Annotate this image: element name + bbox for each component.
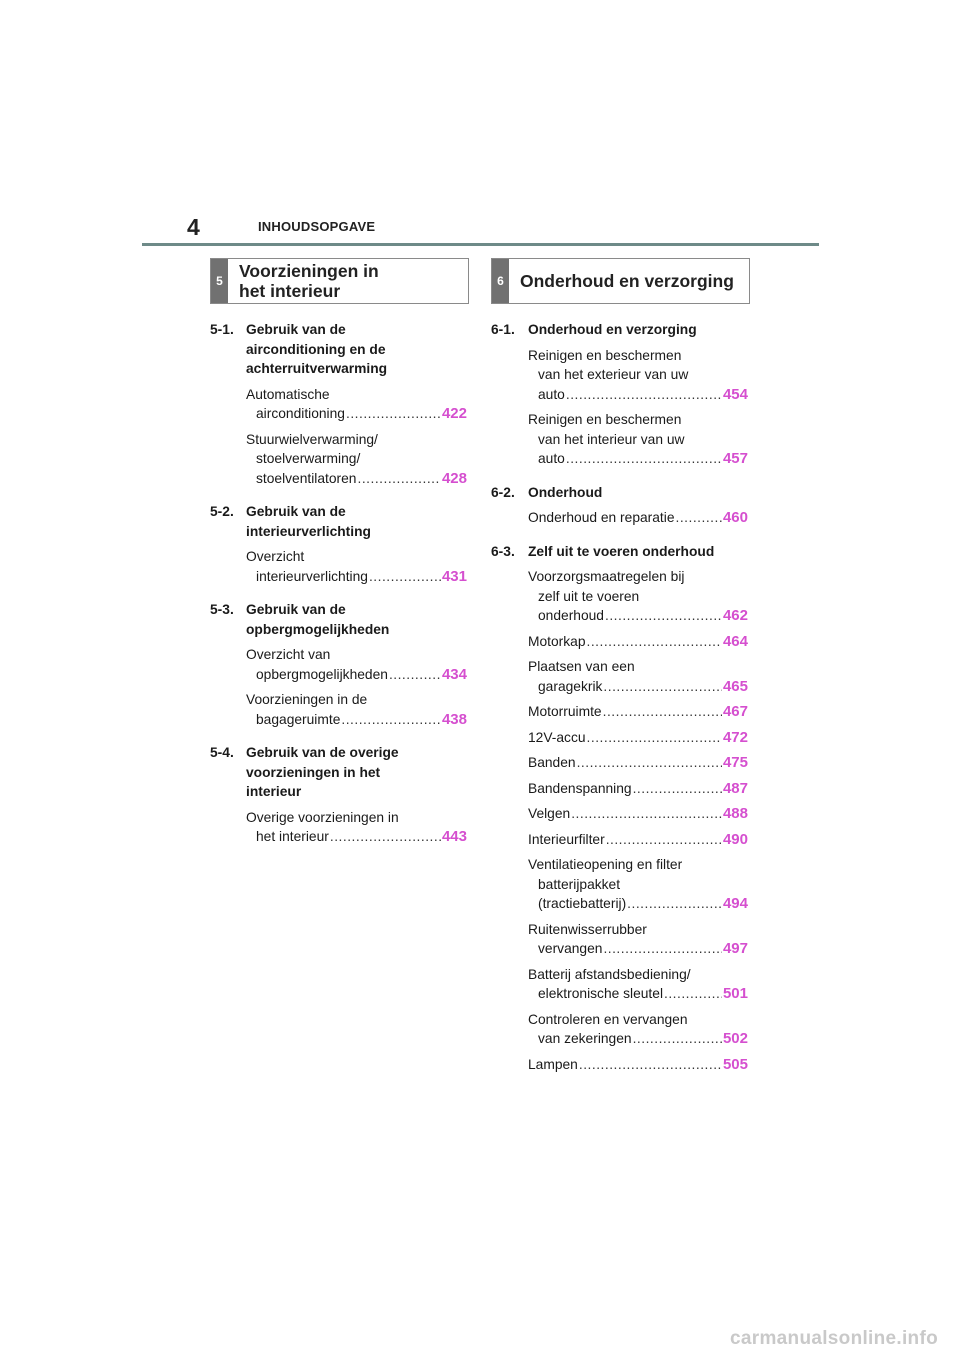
section-heading [210,320,467,379]
toc-entry-line: Overige voorzieningen in [246,809,399,825]
page-link[interactable]: 438 [441,710,467,728]
toc-section [210,320,467,488]
toc-entry-label: elektronische sleutel [538,986,664,1001]
toc-entry-line: van het exterieur van uw [538,367,689,382]
section-tab-title-line: Voorzieningen in [239,261,379,281]
section-heading-line: Gebruik van de [246,602,346,617]
toc-section [491,542,748,1075]
toc-column-left [210,320,467,861]
toc-entry-label: Interieurfilter [528,831,605,847]
toc-entry-label: Motorkap [528,633,586,649]
toc-section [210,502,467,586]
page-link[interactable]: 431 [441,567,467,585]
section-heading-line: Gebruik van de [246,504,346,519]
toc-entry-line: Overzicht van [246,647,331,662]
toc-section [491,483,748,528]
dot-leader [603,677,722,697]
toc-entry[interactable] [491,410,748,469]
toc-entry[interactable] [210,547,467,586]
toc-entry-line: Reinigen en beschermen [528,412,682,427]
page-link[interactable]: 460 [722,509,748,526]
toc-entry-label: bagageruimte [256,711,341,727]
toc-entry[interactable] [491,567,748,626]
toc-entry-line: Ruitenwisserrubber [528,921,647,937]
toc-entry-line: Voorzorgsmaatregelen bij [528,569,685,584]
toc-entry-last-line [528,385,748,405]
section-number: 6-3. [491,543,515,559]
toc-entry-label: stoelventilatoren [256,470,357,486]
dot-leader [357,469,440,489]
page-link[interactable]: 475 [722,754,748,771]
page-link[interactable]: 465 [722,677,748,695]
toc-entry-line: Controleren en vervangen [528,1011,688,1027]
toc-entry-line: Automatische [246,386,330,402]
toc-entry-line: Plaatsen van een [528,659,635,674]
page-link[interactable]: 422 [441,405,467,422]
toc-entry-last-line [246,710,467,730]
dot-leader [606,830,722,850]
toc-entry-label: interieurverlichting [256,568,368,584]
toc-entry-last-line [246,665,467,685]
dot-leader [676,508,722,528]
section-tab-title [239,259,379,303]
toc-entry[interactable] [491,779,748,799]
toc-entry-last-line [528,606,748,626]
page-link[interactable]: 428 [441,469,467,487]
toc-entry-line: van het interieur van uw [538,431,685,447]
toc-entry-last-line [528,1055,748,1075]
toc-entry-label: opbergmogelijkheden [256,666,388,682]
page-header-title: INHOUDSOPGAVE [258,219,376,234]
page-link[interactable]: 487 [722,779,748,797]
page-link[interactable]: 494 [722,895,748,912]
toc-entry-last-line [528,728,748,748]
toc-entry-last-line [528,449,748,469]
page-link[interactable]: 464 [722,632,748,650]
section-heading [210,600,467,639]
toc-entry[interactable] [210,385,467,424]
section-heading [491,320,748,340]
toc-entry-label: Lampen [528,1056,578,1072]
toc-entry-label: het interieur [256,829,329,844]
watermark: carmanualsonline.info [730,1328,938,1349]
section-heading-line: Gebruik van de [246,322,346,337]
page-link[interactable]: 454 [722,385,748,403]
toc-entry-label: Onderhoud en reparatie [528,510,675,525]
toc-entry-line: zelf uit te voeren [538,588,640,604]
dot-leader [603,702,722,722]
toc-entry-last-line [528,984,748,1004]
page-link[interactable]: 488 [722,805,748,822]
toc-entry-label: vervangen [538,941,603,956]
header-divider [142,243,819,246]
toc-entry[interactable] [491,804,748,824]
page-link[interactable]: 501 [722,985,748,1002]
toc-entry-line: Voorzieningen in de [246,692,368,707]
toc-entry-label: van zekeringen [538,1031,632,1046]
section-number: 5-4. [210,745,234,760]
toc-entry[interactable] [491,920,748,959]
toc-entry-line: Reinigen en beschermen [528,347,682,363]
toc-entry[interactable] [491,753,748,773]
section-number: 5-2. [210,504,234,519]
toc-entry-last-line [246,469,467,489]
toc-section [210,600,467,729]
toc-entry-last-line [528,894,748,914]
toc-entry-label: Bandenspanning [528,780,632,796]
toc-entry[interactable] [491,346,748,405]
page-link[interactable]: 457 [722,450,748,467]
toc-entry-last-line [246,567,467,587]
toc-section [210,743,467,847]
toc-entry-label: auto [538,451,565,466]
dot-leader [330,827,441,847]
toc-entry[interactable] [210,430,467,489]
section-heading-line: Zelf uit te voeren onderhoud [528,543,715,559]
toc-entry[interactable] [491,657,748,696]
dot-leader [627,894,722,914]
toc-entry-label: airconditioning [256,406,345,421]
toc-entry[interactable] [491,830,748,850]
toc-entry-last-line [528,804,748,824]
toc-entry-last-line [528,702,748,722]
toc-column-right [491,320,748,1088]
toc-entry-label: Banden [528,755,576,770]
toc-entry-line: batterijpakket [538,876,621,892]
dot-leader [633,1029,722,1049]
section-heading-line: voorzieningen in het [246,764,381,780]
toc-entry[interactable] [491,855,748,914]
toc-entry-label: auto [538,386,565,402]
toc-entry-line: Stuurwielverwarming/ [246,431,378,447]
toc-entry[interactable] [491,1055,748,1075]
section-tab-5 [210,258,469,304]
page-link[interactable]: 490 [722,830,748,848]
section-heading [210,502,467,541]
toc-entry-last-line [528,939,748,959]
section-heading-line: achterruitverwarming [246,361,388,376]
toc-entry-last-line [528,753,748,773]
section-heading-line: interieur [246,784,302,799]
section-heading-line: Onderhoud [528,484,603,500]
toc-entry[interactable] [491,632,748,652]
section-tab-title-line: het interieur [239,281,341,301]
section-heading-line: opbergmogelijkheden [246,621,390,637]
section-number: 6-1. [491,322,515,337]
section-tab-number: 6 [492,259,509,303]
dot-leader [577,753,722,773]
dot-leader [346,404,441,424]
toc-entry[interactable] [491,965,748,1004]
toc-entry-label: 12V-accu [528,729,586,745]
toc-entry-last-line [528,1029,748,1049]
dot-leader [566,449,722,469]
dot-leader [369,567,441,587]
page-link[interactable]: 443 [441,828,467,845]
dot-leader [571,804,722,824]
section-number: 5-3. [210,602,234,617]
page-link[interactable]: 505 [722,1055,748,1073]
section-heading [491,483,748,503]
page-link[interactable]: 434 [441,665,467,683]
toc-entry-last-line [246,404,467,424]
toc-entry-last-line [528,830,748,850]
toc-entry-label: Velgen [528,806,571,821]
toc-entry-last-line [528,779,748,799]
toc-entry[interactable] [491,508,748,528]
dot-leader [664,984,722,1004]
toc-entry[interactable] [491,728,748,748]
toc-entry-label: garagekrik [538,678,603,694]
toc-entry-line: Ventilatieopening en filter [528,857,683,872]
dot-leader [341,710,441,730]
toc-entry[interactable] [210,690,467,729]
section-heading-line: Gebruik van de overige [246,745,399,760]
toc-entry-line: Overzicht [246,549,305,564]
page-link[interactable]: 472 [722,728,748,746]
section-tab-title: Onderhoud en verzorging [520,271,734,291]
toc-entry-label: Motorruimte [528,704,602,719]
dot-leader [566,385,722,405]
section-number: 5-1. [210,322,234,337]
dot-leader [587,632,722,652]
toc-section [491,320,748,469]
section-heading-line: interieurverlichting [246,523,371,539]
toc-entry-last-line [528,508,748,528]
toc-entry-last-line [246,827,467,847]
dot-leader [579,1055,722,1075]
page-link[interactable]: 502 [722,1030,748,1047]
toc-entry[interactable] [210,808,467,847]
toc-entry[interactable] [210,645,467,684]
section-heading [210,743,467,802]
page-link[interactable]: 462 [722,607,748,624]
section-tab-number: 5 [211,259,228,303]
toc-entry-label: onderhoud [538,608,604,623]
dot-leader [633,779,722,799]
page-link[interactable]: 497 [722,940,748,957]
toc-entry-last-line [528,632,748,652]
section-number: 6-2. [491,484,515,500]
section-tab-6 [491,258,750,304]
dot-leader [587,728,722,748]
section-heading [491,542,748,562]
toc-entry-line: Batterij afstandsbediening/ [528,966,691,982]
toc-entry-label: (tractiebatterij) [538,896,627,911]
page-link[interactable]: 467 [722,703,748,720]
dot-leader [605,606,722,626]
toc-entry-last-line [528,677,748,697]
toc-entry-line: stoelverwarming/ [256,451,361,466]
section-heading-line: airconditioning en de [246,341,386,357]
dot-leader [389,665,441,685]
toc-entry[interactable] [491,1010,748,1049]
dot-leader [603,939,722,959]
page-number: 4 [187,214,200,240]
section-heading-line: Onderhoud en verzorging [528,322,697,337]
toc-entry[interactable] [491,702,748,722]
